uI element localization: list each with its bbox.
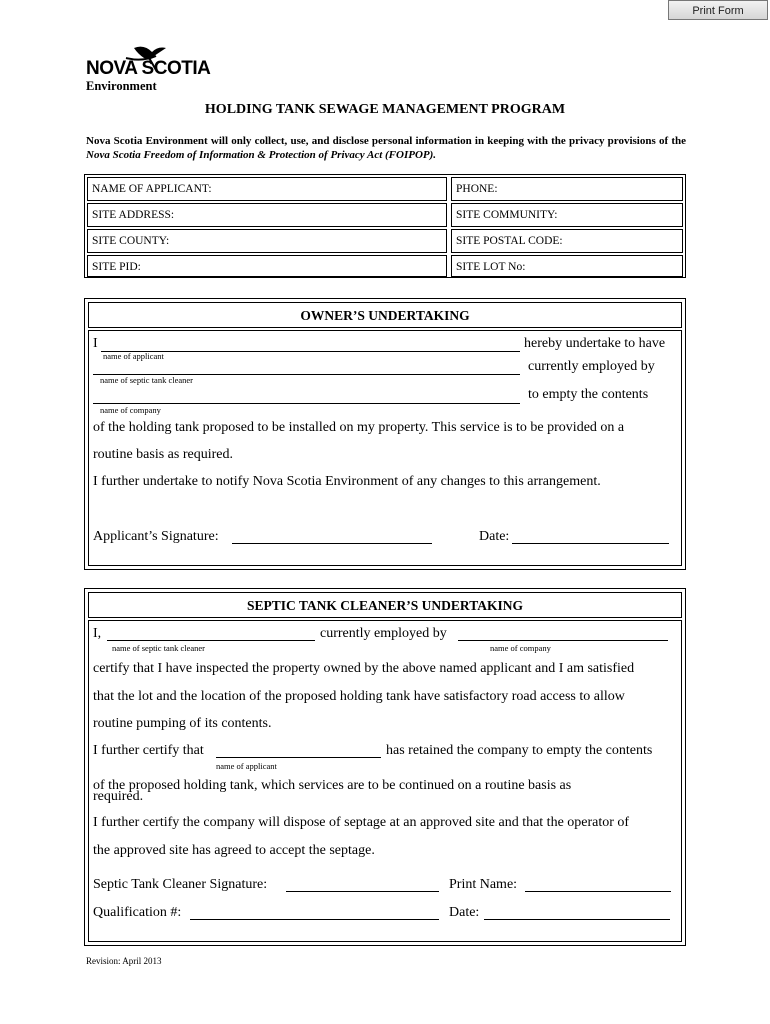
empty-contents-text: to empty the contents xyxy=(528,387,649,402)
owner-date-label: Date: xyxy=(479,529,510,544)
print-name-label: Print Name: xyxy=(449,877,518,892)
name-of-cleaner-caption: name of septic tank cleaner xyxy=(100,375,193,385)
cleaner-name-line-2[interactable] xyxy=(107,640,315,641)
department-name: Environment xyxy=(86,79,157,93)
org-name: NOVA SCOTIA xyxy=(86,58,211,79)
cleaner-text-line4: of the proposed holding tank, which services are to be continued on a routine basis as xyxy=(93,778,572,793)
cleaner-signature-label: Septic Tank Cleaner Signature: xyxy=(93,877,268,892)
revision-note: Revision: April 2013 xyxy=(86,956,162,966)
cleaner-i: I, xyxy=(93,626,102,641)
cleaner-text-line2: that the lot and the location of the proposed holding tank have satisfactory road access to allow xyxy=(93,689,625,704)
site-address-field[interactable]: SITE ADDRESS: xyxy=(87,203,447,227)
name-of-applicant-field[interactable]: NAME OF APPLICANT: xyxy=(87,177,447,201)
name-of-applicant-caption: name of applicant xyxy=(103,351,164,361)
cleaner-text-line6: the approved site has agreed to accept the septage. xyxy=(93,843,375,858)
cleaner-text-line3: routine pumping of its contents. xyxy=(93,716,272,731)
privacy-text: Nova Scotia Environment will only collect, use, and disclose personal information in keeping with the privacy provisions of the xyxy=(86,135,686,147)
cleaner-date-line[interactable] xyxy=(484,919,670,920)
applicant-signature-line[interactable] xyxy=(232,543,432,544)
name-of-cleaner-caption-2: name of septic tank cleaner xyxy=(112,643,205,653)
site-pid-field[interactable]: SITE PID: xyxy=(87,255,447,277)
name-of-company-caption: name of company xyxy=(100,405,161,415)
owner-undertaking-heading: OWNER’S UNDERTAKING xyxy=(88,302,682,328)
owner-text-line1: of the holding tank proposed to be installed on my property. This service is to be provided on a xyxy=(93,420,625,435)
site-lot-field[interactable]: SITE LOT No: xyxy=(451,255,683,277)
cleaner-text-line4b: required. xyxy=(93,789,144,804)
site-community-field[interactable]: SITE COMMUNITY: xyxy=(451,203,683,227)
privacy-act-name: Nova Scotia Freedom of Information & Protection of Privacy Act (FOIPOP). xyxy=(86,148,437,161)
cleaner-text-line5: I further certify the company will dispose of septage at an approved site and that the operator of xyxy=(93,815,630,830)
phone-field[interactable]: PHONE: xyxy=(451,177,683,201)
currently-employed-text: currently employed by xyxy=(528,359,655,374)
applicant-name-line-2[interactable] xyxy=(216,757,381,758)
cleaner-date-label: Date: xyxy=(449,905,480,920)
site-county-field[interactable]: SITE COUNTY: xyxy=(87,229,447,253)
privacy-notice xyxy=(86,135,686,162)
print-form-button[interactable]: Print Form xyxy=(668,0,768,20)
owner-i: I xyxy=(93,336,98,351)
print-name-line[interactable] xyxy=(525,891,671,892)
page-title: HOLDING TANK SEWAGE MANAGEMENT PROGRAM xyxy=(204,102,566,117)
owner-text-line3: I further undertake to notify Nova Scotia Environment of any changes to this arrangement. xyxy=(93,474,601,489)
name-of-company-caption-2: name of company xyxy=(490,643,551,653)
undertake-text: hereby undertake to have xyxy=(524,336,666,351)
qualification-line[interactable] xyxy=(190,919,439,920)
company-name-line-2[interactable] xyxy=(458,640,668,641)
cleaner-undertaking-heading: SEPTIC TANK CLEANER’S UNDERTAKING xyxy=(88,592,682,618)
site-postal-code-field[interactable]: SITE POSTAL CODE: xyxy=(451,229,683,253)
qualification-label: Qualification #: xyxy=(93,905,182,920)
cleaner-text-line1: certify that I have inspected the property owned by the above named applicant and I am satisfied xyxy=(93,661,635,676)
cleaner-signature-line[interactable] xyxy=(286,891,439,892)
name-of-applicant-caption-2: name of applicant xyxy=(216,761,277,771)
owner-date-line[interactable] xyxy=(512,543,669,544)
retained-text: has retained the company to empty the contents xyxy=(386,743,653,758)
further-certify-text: I further certify that xyxy=(93,743,204,758)
owner-text-line2: routine basis as required. xyxy=(93,447,233,462)
company-name-line[interactable] xyxy=(93,403,520,404)
applicant-signature-label: Applicant’s Signature: xyxy=(93,529,219,544)
employed-by-text: currently employed by xyxy=(320,626,447,641)
